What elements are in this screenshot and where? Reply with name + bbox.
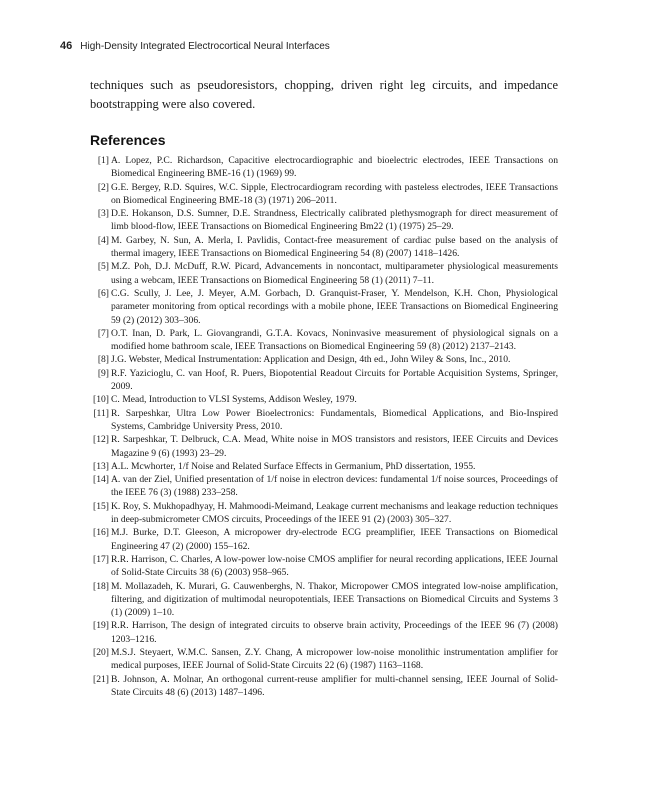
reference-text: M.J. Burke, D.T. Gleeson, A micropower dry-electrode ECG preamplifier, IEEE Transactions on Biomedical Engineering 47 (2) (2000) 155–162. [111,527,558,552]
reference-item [90,287,558,327]
reference-text: J.G. Webster, Medical Instrumentation: Application and Design, 4th ed., John Wiley & Sons, Inc., 2010. [111,354,511,366]
reference-number: [10] [93,394,109,406]
running-title: High-Density Integrated Electrocortical Neural Interfaces [80,41,330,52]
reference-number: [4] [97,234,109,246]
reference-number: [15] [93,500,109,512]
reference-number: [3] [97,208,109,220]
reference-number: [11] [93,407,109,419]
reference-text: R.F. Yazicioglu, C. van Hoof, R. Puers, Biopotential Readout Circuits for Portable Acquisition Systems, Springer, 2009. [111,367,558,393]
reference-text: K. Roy, S. Mukhopadhyay, H. Mahmoodi-Meimand, Leakage current mechanisms and leakage reduction techniques in deep-submicrometer CMOS circuits, Proceedings of the IEEE 91 (2) (2003) 305–327. [111,500,558,526]
reference-text: M. Mollazadeh, K. Murari, G. Cauwenberghs, N. Thakor, Micropower CMOS integrated low-noise amplification, filtering, and digitization of multimodal neuropotentials, IEEE Transactions on Biomedical Circuits and Systems 3 (1) (2009) 1–10. [111,580,558,619]
reference-item [90,327,558,354]
reference-item [90,526,558,553]
reference-item [90,207,558,234]
references-heading: References [90,132,166,148]
reference-number: [20] [93,646,109,658]
reference-number: [9] [97,367,109,379]
reference-item [90,234,558,261]
reference-item [90,553,558,580]
reference-text: A. van der Ziel, Unified presentation of 1/f noise in electron devices: fundamental 1/f noise sources, Proceedings of the IEEE 76 (3) (1988) 233–258. [111,474,558,499]
reference-text: B. Johnson, A. Molnar, An orthogonal current-reuse amplifier for multi-channel sensing, IEEE Journal of Solid-State Circuits 48 (6) (2013) 1487–1496. [111,673,558,698]
reference-item [90,473,558,500]
reference-item [90,433,558,460]
reference-text: O.T. Inan, D. Park, L. Giovangrandi, G.T.A. Kovacs, Noninvasive measurement of physiological signals on a modified home bathroom scale, IEEE Transactions on Biomedical Engineering 59 (8) (2012) 2137–2143. [111,327,558,353]
reference-item [90,154,558,181]
intro-paragraph: techniques such as pseudoresistors, chopping, driven right leg circuits, and impedance bootstrapping were also covered. [90,78,558,111]
reference-number: [7] [97,327,109,339]
reference-item [90,646,558,673]
reference-item [90,260,558,287]
reference-number: [14] [93,474,109,486]
reference-text: M. Garbey, N. Sun, A. Merla, I. Pavlidis, Contact-free measurement of cardiac pulse based on the analysis of thermal imagery, IEEE Transactions on Biomedical Engineering 54 (8) (2007) 1418–1426. [111,234,558,260]
reference-number: [21] [93,673,109,685]
reference-text: A.L. Mcwhorter, 1/f Noise and Related Surface Effects in Germanium, PhD dissertation, 1955. [111,460,476,472]
reference-item [90,367,558,394]
reference-number: [1] [97,155,109,166]
reference-text: C. Mead, Introduction to VLSI Systems, Addison Wesley, 1979. [111,394,357,406]
reference-text: D.E. Hokanson, D.S. Sumner, D.E. Strandness, Electrically calibrated plethysmograph for direct measurement of limb blood-flow, IEEE Transactions on Biomedical Engineering Bm22 (1) (1975) 25–29. [111,208,558,233]
reference-text: C.G. Scully, J. Lee, J. Meyer, A.M. Gorbach, D. Granquist-Fraser, Y. Mendelson, K.H. Chon, Physiological parameter monitoring from optical recordings with a mobile phone, IEEE Transactions on Biomedical Engineering 59 (2) (2012) 303–306. [111,287,558,326]
page-number: 46 [60,40,73,52]
reference-text: R. Sarpeshkar, Ultra Low Power Bioelectronics: Fundamentals, Biomedical Applications, and Bio-Inspired Systems, Cambridge University Press, 2010. [111,407,558,432]
reference-text: G.E. Bergey, R.D. Squires, W.C. Sipple, Electrocardiogram recording with pasteless electrodes, IEEE Transactions on Biomedical Engineering BME-18 (3) (1971) 206–2011. [111,181,558,206]
reference-item [90,407,558,434]
reference-item [90,500,558,527]
reference-item [90,393,558,406]
running-header [60,40,330,52]
reference-number: [18] [93,580,109,592]
reference-text: M.S.J. Steyaert, W.M.C. Sansen, Z.Y. Chang, A micropower low-noise monolithic instrumentation amplifier for medical purposes, IEEE Journal of Solid-State Circuits 22 (6) (1987) 1163–1168. [111,646,558,672]
reference-item [90,619,558,646]
reference-number: [17] [93,553,109,565]
reference-number: [6] [97,287,109,299]
reference-number: [19] [93,620,109,632]
reference-number: [5] [97,261,109,273]
reference-text: R.R. Harrison, C. Charles, A low-power low-noise CMOS amplifier for neural recording applications, IEEE Journal of Solid-State Circuits 38 (6) (2003) 958–965. [111,553,558,579]
reference-number: [13] [93,460,109,472]
reference-number: [8] [97,354,109,366]
reference-item [90,460,558,473]
reference-number: [12] [93,434,109,446]
reference-text: R.R. Harrison, The design of integrated circuits to observe brain activity, Proceedings of the IEEE 96 (7) (2008) 1203–1216. [111,620,558,645]
reference-item [90,181,558,208]
reference-text: M.Z. Poh, D.J. McDuff, R.W. Picard, Advancements in noncontact, multiparameter physiological measurements using a webcam, IEEE Transactions on Biomedical Engineering 58 (1) (2011) 7–11. [111,261,558,286]
reference-item [90,673,558,700]
reference-item [90,353,558,366]
reference-item [90,580,558,620]
reference-number: [2] [97,181,109,193]
reference-list [90,154,558,699]
reference-text: A. Lopez, P.C. Richardson, Capacitive electrocardiographic and bioelectric electrodes, IEEE Transactions on Biomedical Engineering BME-16 (1) (1969) 99. [111,155,558,180]
reference-text: R. Sarpeshkar, T. Delbruck, C.A. Mead, White noise in MOS transistors and resistors, IEEE Circuits and Devices Magazine 9 (6) (1993) 23–29. [111,434,558,459]
reference-number: [16] [93,527,109,539]
